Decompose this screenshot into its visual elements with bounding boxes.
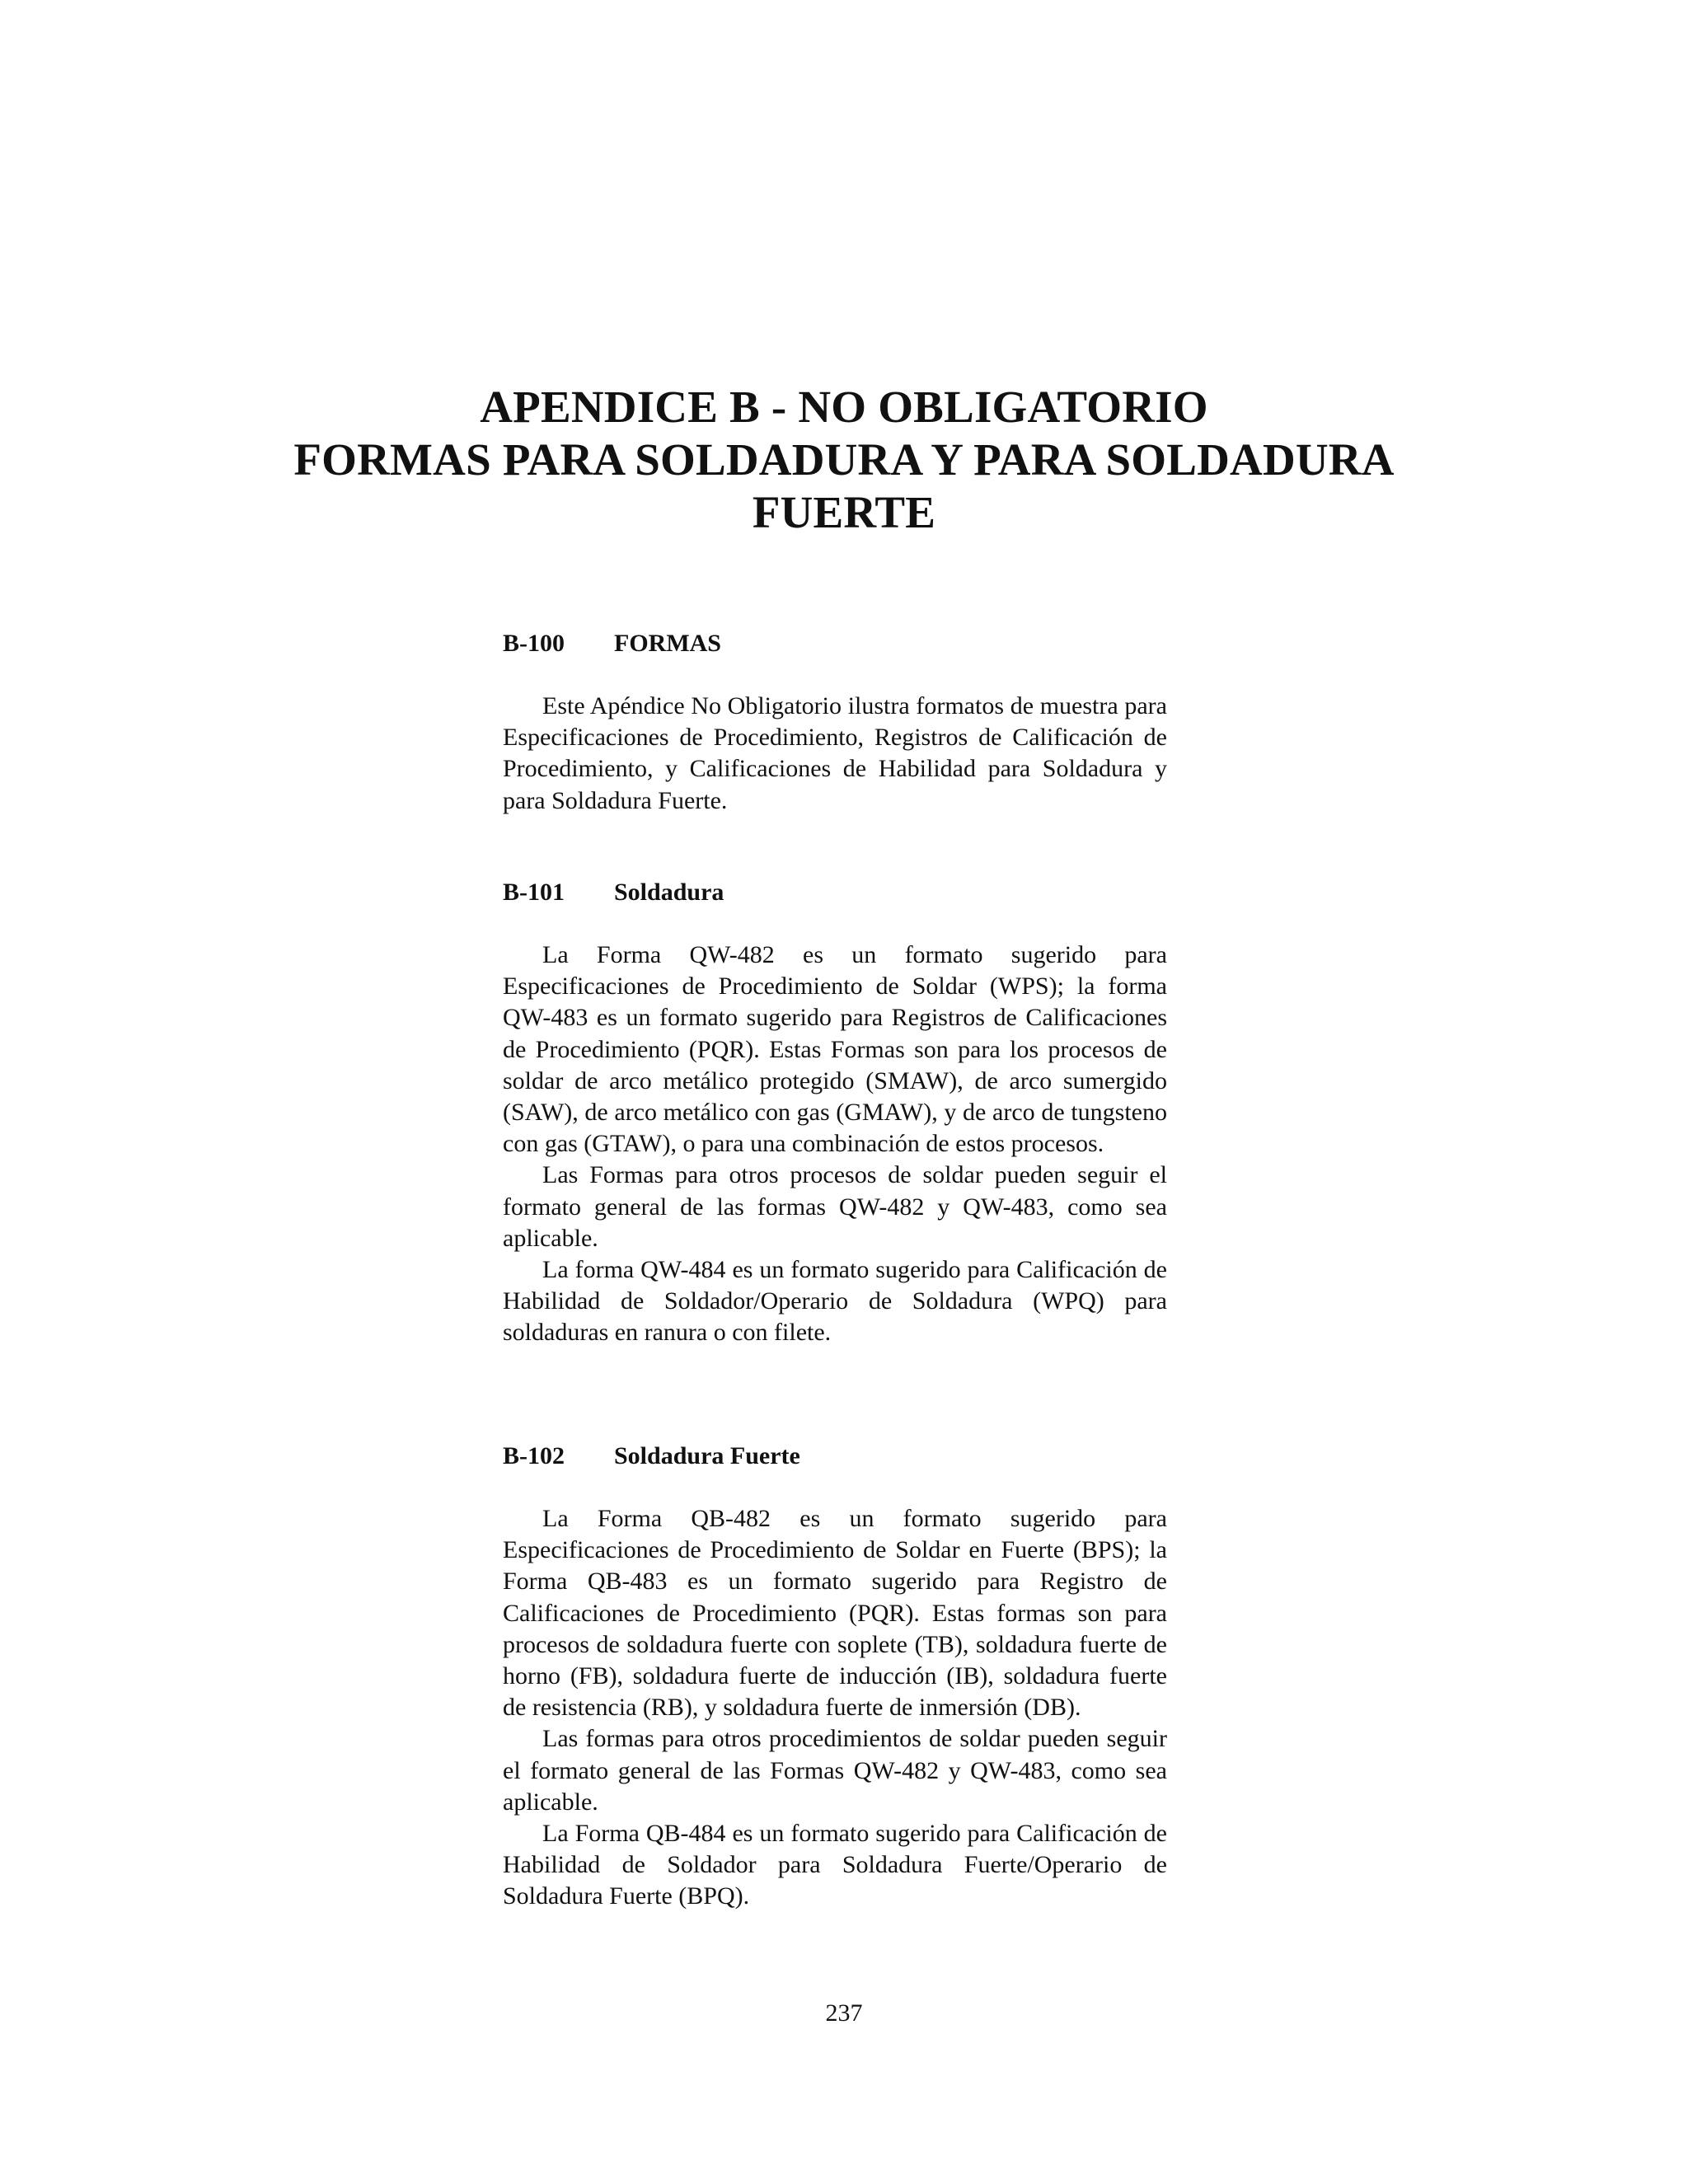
paragraph: Este Apéndice No Obligatorio ilustra formatos de muestra para Especificaciones de Procedimiento, Registros de Calificación de Procedimiento, y Calificaciones de Habilidad para Soldadura y para Soldadura Fuerte. xyxy=(503,692,1167,814)
section-body-b100 xyxy=(503,691,1167,817)
appendix-title xyxy=(247,381,1441,539)
section-number: B-100 xyxy=(503,630,565,657)
section-body-b102 xyxy=(503,1503,1167,1913)
paragraph: La Forma QB-484 es un formato sugerido para Calificación de Habilidad de Soldador para Soldadura Fuerte/Operario de Soldadura Fuerte (BPQ). xyxy=(503,1820,1167,1910)
section-number: B-101 xyxy=(503,879,565,906)
paragraph: La forma QW-484 es un formato sugerido para Calificación de Habilidad de Soldador/Operario de Soldadura (WPQ) para soldaduras en ranura o con filete. xyxy=(503,1256,1167,1347)
appendix-title-line-1: APENDICE B - NO OBLIGATORIO xyxy=(480,382,1208,432)
section-body-b101 xyxy=(503,940,1167,1349)
paragraph: Las formas para otros procedimientos de soldar pueden seguir el formato general de las Formas QW-482 y QW-483, como sea aplicable. xyxy=(503,1725,1167,1816)
page-number: 237 xyxy=(825,1999,863,2027)
appendix-title-line-2: FORMAS PARA SOLDADURA Y PARA SOLDADURA xyxy=(293,434,1395,485)
appendix-title-line-3: FUERTE xyxy=(752,487,936,537)
paragraph: La Forma QW-482 es un formato sugerido para Especificaciones de Procedimiento de Soldar (WPS); la forma QW-483 es un formato sugerido para Registros de Calificaciones de Procedimiento (PQR). Estas Formas son para los procesos de soldar de arco metálico protegido (SMAW), de arco sumergido (SAW), de arco metálico con gas (GMAW), y de arco de tungsteno con gas (GTAW), o para una combinación de estos procesos. xyxy=(503,941,1167,1158)
section-title: Soldadura Fuerte xyxy=(614,1442,800,1469)
section-heading-b101 xyxy=(503,877,1167,908)
section-number: B-102 xyxy=(503,1442,565,1469)
paragraph: Las Formas para otros procesos de soldar pueden seguir el formato general de las formas QW-482 y QW-483, como sea aplicable. xyxy=(503,1161,1167,1252)
section-title: FORMAS xyxy=(614,630,721,657)
section-heading-b100 xyxy=(503,628,1167,659)
paragraph: La Forma QB-482 es un formato sugerido para Especificaciones de Procedimiento de Soldar en Fuerte (BPS); la Forma QB-483 es un formato sugerido para Registro de Calificaciones de Procedimiento (PQR). Estas formas son para procesos de soldadura fuerte con soplete (TB), soldadura fuerte de horno (FB), soldadura fuerte de inducción (IB), soldadura fuerte de resistencia (RB), y soldadura fuerte de inmersión (DB). xyxy=(503,1505,1167,1722)
section-heading-b102 xyxy=(503,1441,1167,1472)
section-title: Soldadura xyxy=(614,879,724,906)
